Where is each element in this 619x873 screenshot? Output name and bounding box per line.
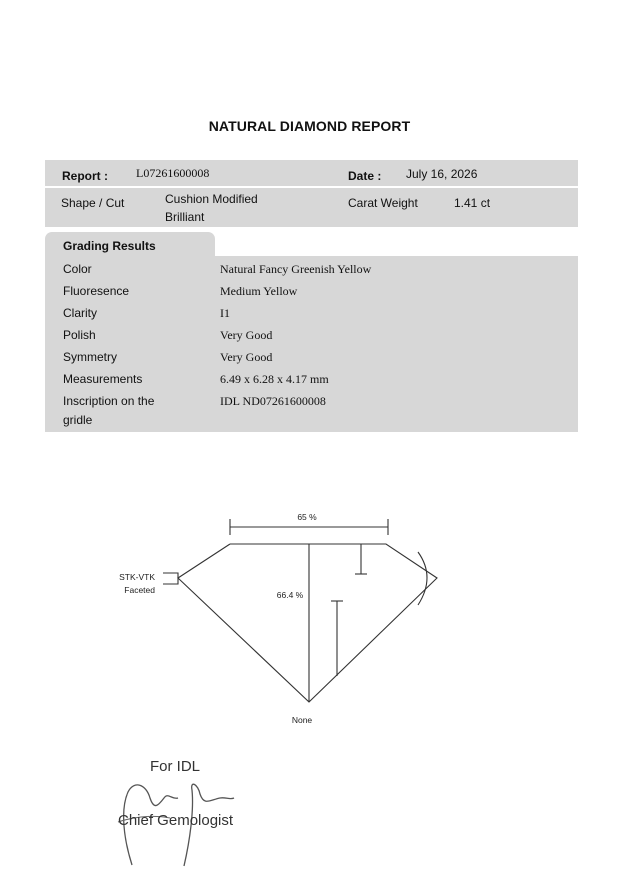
header-row-shape <box>45 188 578 227</box>
carat-weight-label: Carat Weight <box>348 196 418 210</box>
shape-cut-label: Shape / Cut <box>61 196 125 210</box>
grading-label-fluorescence: Fluoresence <box>63 284 130 298</box>
girdle-label-line1: STK-VTK <box>119 572 155 582</box>
depth-percentage: 66.4 % <box>276 590 304 600</box>
grading-value-inscription: IDL ND07261600008 <box>220 394 326 408</box>
report-number-label: Report : <box>62 169 108 183</box>
grading-value-polish: Very Good <box>220 328 273 342</box>
grading-label-inscription-line2: gridle <box>63 413 93 427</box>
shape-cut-value-line1: Cushion Modified <box>165 192 258 206</box>
grading-label-inscription-line1: Inscription on the <box>63 394 155 408</box>
header-row-report <box>45 160 578 186</box>
date-value: July 16, 2026 <box>406 167 478 181</box>
signature-role: Chief Gemologist <box>118 812 234 829</box>
table-percentage: 65 % <box>297 512 317 522</box>
report-title: NATURAL DIAMOND REPORT <box>208 118 411 134</box>
grading-label-clarity: Clarity <box>63 306 98 320</box>
girdle-arc-right <box>418 552 427 605</box>
grading-value-fluorescence: Medium Yellow <box>220 284 298 298</box>
signature-for-text: For IDL <box>150 758 201 775</box>
grading-results-heading: Grading Results <box>63 239 156 253</box>
diamond-outline <box>178 544 437 702</box>
carat-weight-value: 1.41 ct <box>454 196 491 210</box>
date-label: Date : <box>348 169 382 183</box>
grading-label-symmetry: Symmetry <box>63 350 117 364</box>
grading-value-symmetry: Very Good <box>220 350 273 364</box>
grading-value-clarity: I1 <box>220 306 230 320</box>
grading-value-measurements: 6.49 x 6.28 x 4.17 mm <box>220 372 329 386</box>
grading-label-measurements: Measurements <box>63 372 143 386</box>
grading-label-color: Color <box>63 262 92 276</box>
report-number-value: L07261600008 <box>136 166 210 180</box>
grading-label-polish: Polish <box>63 328 96 342</box>
girdle-bracket <box>163 573 178 584</box>
culet-label: None <box>291 715 313 725</box>
girdle-label-line2: Faceted <box>124 585 155 595</box>
proportions-diagram <box>0 500 619 740</box>
grading-value-color: Natural Fancy Greenish Yellow <box>220 262 372 276</box>
shape-cut-value-line2: Brilliant <box>165 210 205 224</box>
